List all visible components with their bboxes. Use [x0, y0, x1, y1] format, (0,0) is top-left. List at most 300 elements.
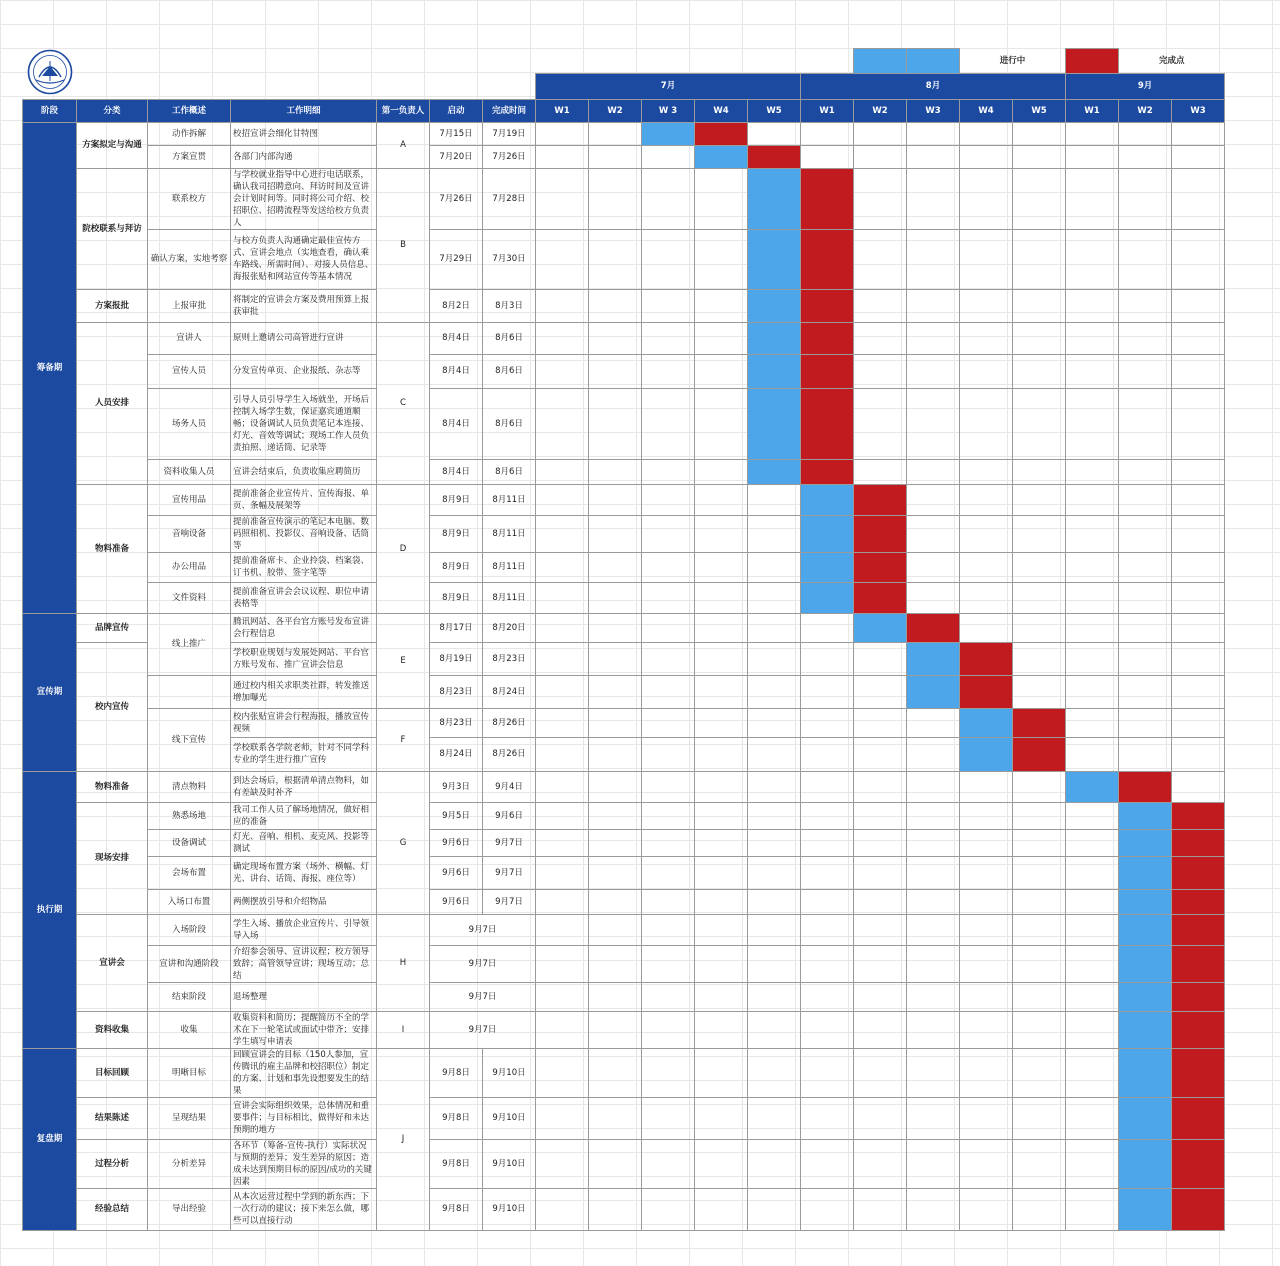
table-row [23, 289, 1226, 322]
gantt-cell [536, 708, 589, 737]
end-date-cell: 9月10日 [483, 1139, 536, 1188]
gantt-cell [854, 145, 907, 168]
table-row [23, 771, 1226, 802]
category-cell: 品牌宣传 [77, 613, 148, 642]
detail-cell: 灯光、音响、相机、麦克风、投影等测试 [231, 829, 377, 856]
gantt-cell [1013, 771, 1066, 802]
gantt-cell [695, 675, 748, 708]
gantt-cell [589, 856, 642, 889]
gantt-cell [536, 229, 589, 289]
gantt-table [22, 48, 1226, 1231]
gantt-bar-done [1172, 856, 1225, 889]
week-header: W2 [854, 99, 907, 122]
table-row [23, 122, 1226, 145]
gantt-cell [801, 1048, 854, 1097]
start-date-cell: 8月24日 [430, 737, 483, 771]
gantt-cell [589, 708, 642, 737]
gantt-bar-in-progress [1119, 856, 1172, 889]
gantt-cell [642, 889, 695, 914]
gantt-cell [1066, 708, 1119, 737]
gantt-cell [854, 771, 907, 802]
end-date-cell: 8月20日 [483, 613, 536, 642]
gantt-cell [695, 484, 748, 515]
gantt-cell [1172, 708, 1225, 737]
detail-cell: 提前准备宣讲会会议议程、职位申请表格等 [231, 582, 377, 613]
summary-cell: 场务人员 [148, 388, 231, 459]
gantt-bar-in-progress [1119, 1188, 1172, 1230]
gantt-bar-done [1172, 829, 1225, 856]
gantt-cell [1119, 675, 1172, 708]
table-row [23, 459, 1226, 484]
table-row [23, 1097, 1226, 1139]
gantt-bar-in-progress [1119, 802, 1172, 829]
category-cell: 方案报批 [77, 289, 148, 322]
week-header: W1 [536, 99, 589, 122]
gantt-cell [536, 289, 589, 322]
gantt-cell [695, 1097, 748, 1139]
gantt-cell [960, 322, 1013, 354]
start-date-cell: 9月5日 [430, 802, 483, 829]
gantt-cell [589, 1097, 642, 1139]
gantt-cell [801, 982, 854, 1011]
gantt-cell [695, 1011, 748, 1048]
gantt-bar-done [854, 552, 907, 582]
owner-cell: B [377, 168, 430, 322]
gantt-cell [1066, 145, 1119, 168]
gantt-bar-in-progress [1119, 829, 1172, 856]
gantt-cell [1013, 552, 1066, 582]
gantt-cell [695, 914, 748, 945]
gantt-bar-in-progress [801, 552, 854, 582]
gantt-cell [536, 322, 589, 354]
gantt-cell [642, 289, 695, 322]
gantt-cell [907, 802, 960, 829]
end-date-cell: 8月23日 [483, 642, 536, 675]
gantt-bar-done [1172, 1188, 1225, 1230]
gantt-cell [854, 354, 907, 388]
start-date-cell: 9月3日 [430, 771, 483, 802]
gantt-cell [1013, 945, 1066, 982]
gantt-cell [1066, 914, 1119, 945]
gantt-cell [1119, 582, 1172, 613]
gantt-cell [801, 145, 854, 168]
gantt-cell [907, 856, 960, 889]
gantt-cell [642, 737, 695, 771]
detail-cell: 确定现场布置方案（场外、横幅、灯光、讲台、话筒、海报、座位等） [231, 856, 377, 889]
gantt-cell [642, 856, 695, 889]
gantt-cell [695, 708, 748, 737]
gantt-cell [1119, 322, 1172, 354]
gantt-cell [642, 829, 695, 856]
gantt-cell [1013, 484, 1066, 515]
table-row [23, 802, 1226, 829]
gantt-cell [1013, 802, 1066, 829]
gantt-cell [1013, 122, 1066, 145]
gantt-cell [1119, 515, 1172, 552]
gantt-cell [748, 856, 801, 889]
table-row [23, 582, 1226, 613]
table-row [23, 1011, 1226, 1048]
gantt-cell [854, 289, 907, 322]
category-cell: 过程分析 [77, 1139, 148, 1188]
gantt-cell [907, 122, 960, 145]
gantt-bar-done [801, 354, 854, 388]
gantt-bar-in-progress [1119, 1097, 1172, 1139]
gantt-cell [1172, 122, 1225, 145]
gantt-cell [1066, 515, 1119, 552]
gantt-cell [960, 229, 1013, 289]
gantt-cell [1066, 484, 1119, 515]
week-header: W5 [748, 99, 801, 122]
summary-cell: 结束阶段 [148, 982, 231, 1011]
detail-cell: 提前准备企业宣传片、宣传海报、单页、条幅及展架等 [231, 484, 377, 515]
gantt-cell [907, 145, 960, 168]
gantt-cell [1066, 459, 1119, 484]
date-cell: 9月7日 [430, 1011, 536, 1048]
university-seal-icon [27, 49, 73, 95]
gantt-cell [907, 322, 960, 354]
detail-cell: 校招宣讲会细化甘特图 [231, 122, 377, 145]
category-cell: 物料准备 [77, 771, 148, 802]
gantt-cell [907, 229, 960, 289]
gantt-cell [748, 829, 801, 856]
gantt-cell [801, 613, 854, 642]
phase-cell: 执行期 [23, 771, 77, 1048]
gantt-cell [1013, 168, 1066, 229]
summary-cell: 清点物料 [148, 771, 231, 802]
table-row [23, 484, 1226, 515]
gantt-cell [589, 945, 642, 982]
month-header: 9月 [1066, 74, 1225, 99]
gantt-cell [1066, 613, 1119, 642]
end-date-cell: 8月11日 [483, 552, 536, 582]
gantt-cell [589, 168, 642, 229]
gantt-cell [536, 168, 589, 229]
gantt-cell [854, 122, 907, 145]
start-date-cell: 7月15日 [430, 122, 483, 145]
gantt-cell [960, 122, 1013, 145]
gantt-cell [907, 582, 960, 613]
gantt-cell [642, 945, 695, 982]
table-row [23, 1188, 1226, 1230]
gantt-cell [695, 459, 748, 484]
table-row [23, 145, 1226, 168]
date-cell: 9月7日 [430, 914, 536, 945]
category-cell: 人员安排 [77, 322, 148, 484]
gantt-cell [1066, 388, 1119, 459]
gantt-cell [589, 889, 642, 914]
category-cell: 经验总结 [77, 1188, 148, 1230]
detail-cell: 校内张贴宣讲会行程海报，播放宣传视频 [231, 708, 377, 737]
end-date-cell: 9月6日 [483, 802, 536, 829]
gantt-cell [589, 552, 642, 582]
gantt-cell [536, 552, 589, 582]
gantt-cell [589, 642, 642, 675]
gantt-cell [642, 982, 695, 1011]
gantt-cell [1066, 552, 1119, 582]
summary-cell: 宣传人员 [148, 354, 231, 388]
start-date-cell: 9月6日 [430, 889, 483, 914]
gantt-cell [695, 322, 748, 354]
gantt-cell [589, 484, 642, 515]
gantt-cell [695, 289, 748, 322]
gantt-cell [1172, 388, 1225, 459]
gantt-cell [1013, 1139, 1066, 1188]
start-date-cell: 9月6日 [430, 856, 483, 889]
gantt-cell [1066, 642, 1119, 675]
gantt-cell [1066, 582, 1119, 613]
gantt-cell [960, 582, 1013, 613]
summary-cell: 呈现结果 [148, 1097, 231, 1139]
gantt-cell [642, 322, 695, 354]
gantt-cell [907, 552, 960, 582]
detail-cell: 两侧摆放引导和介绍物品 [231, 889, 377, 914]
gantt-cell [1119, 289, 1172, 322]
gantt-bar-done [801, 229, 854, 289]
table-row [23, 856, 1226, 889]
gantt-bar-done [695, 122, 748, 145]
gantt-cell [536, 1011, 589, 1048]
gantt-cell [1013, 829, 1066, 856]
gantt-bar-in-progress [801, 484, 854, 515]
gantt-bar-in-progress [960, 737, 1013, 771]
gantt-bar-in-progress [960, 708, 1013, 737]
gantt-cell [536, 914, 589, 945]
gantt-cell [748, 1097, 801, 1139]
gantt-cell [960, 168, 1013, 229]
table-row [23, 388, 1226, 459]
gantt-cell [854, 889, 907, 914]
gantt-cell [1172, 515, 1225, 552]
legend-swatch-red [1066, 49, 1119, 74]
gantt-bar-done [1013, 737, 1066, 771]
gantt-bar-in-progress [854, 613, 907, 642]
gantt-cell [854, 229, 907, 289]
table-row [23, 982, 1226, 1011]
gantt-bar-done [1172, 1097, 1225, 1139]
gantt-cell [642, 388, 695, 459]
gantt-cell [536, 1188, 589, 1230]
legend-done-label: 完成点 [1159, 55, 1185, 66]
gantt-cell [1172, 484, 1225, 515]
gantt-cell [854, 708, 907, 737]
gantt-bar-done [1119, 771, 1172, 802]
gantt-cell [642, 1097, 695, 1139]
gantt-bar-in-progress [1119, 914, 1172, 945]
week-header: W4 [695, 99, 748, 122]
gantt-cell [960, 552, 1013, 582]
column-header-detail: 工作明细 [231, 99, 377, 122]
summary-cell: 入场阶段 [148, 914, 231, 945]
gantt-cell [536, 1097, 589, 1139]
gantt-cell [1013, 322, 1066, 354]
detail-cell: 我司工作人员了解场地情况，做好相应的准备 [231, 802, 377, 829]
gantt-cell [854, 945, 907, 982]
gantt-cell [1066, 1139, 1119, 1188]
gantt-cell [589, 388, 642, 459]
table-row [23, 675, 1226, 708]
gantt-cell [589, 582, 642, 613]
logo-cell [23, 49, 77, 100]
gantt-cell [1013, 1188, 1066, 1230]
start-date-cell: 7月20日 [430, 145, 483, 168]
table-row [23, 515, 1226, 552]
end-date-cell: 8月26日 [483, 708, 536, 737]
gantt-cell [854, 914, 907, 945]
gantt-cell [854, 388, 907, 459]
gantt-cell [589, 737, 642, 771]
column-header-start: 启动 [430, 99, 483, 122]
gantt-cell [748, 552, 801, 582]
gantt-cell [1119, 552, 1172, 582]
detail-cell: 介绍参会领导、宣讲议程；校方领导致辞；高管领导宣讲；现场互动；总结 [231, 945, 377, 982]
gantt-cell [695, 829, 748, 856]
gantt-cell [854, 322, 907, 354]
gantt-cell [960, 1048, 1013, 1097]
gantt-cell [1066, 122, 1119, 145]
start-date-cell: 8月23日 [430, 675, 483, 708]
gantt-cell [536, 459, 589, 484]
gantt-cell [801, 737, 854, 771]
end-date-cell: 9月4日 [483, 771, 536, 802]
gantt-cell [642, 914, 695, 945]
gantt-cell [642, 1011, 695, 1048]
gantt-cell [907, 168, 960, 229]
owner-cell: J [377, 1048, 430, 1230]
gantt-cell [1066, 1188, 1119, 1230]
end-date-cell: 8月3日 [483, 289, 536, 322]
gantt-bar-in-progress [907, 675, 960, 708]
gantt-cell [854, 1048, 907, 1097]
gantt-cell [695, 982, 748, 1011]
gantt-bar-done [907, 613, 960, 642]
gantt-bar-in-progress [801, 582, 854, 613]
gantt-cell [536, 145, 589, 168]
gantt-cell [1172, 675, 1225, 708]
table-row [23, 708, 1226, 737]
gantt-cell [854, 856, 907, 889]
gantt-cell [801, 802, 854, 829]
category-cell: 方案拟定与沟通 [77, 122, 148, 168]
end-date-cell: 9月7日 [483, 889, 536, 914]
end-date-cell: 8月11日 [483, 484, 536, 515]
gantt-cell [642, 1188, 695, 1230]
table-row [23, 1048, 1226, 1097]
gantt-cell [1172, 322, 1225, 354]
gantt-cell [801, 1188, 854, 1230]
gantt-bar-done [748, 145, 801, 168]
gantt-cell [907, 1048, 960, 1097]
gantt-bar-done [960, 675, 1013, 708]
gantt-cell [960, 802, 1013, 829]
gantt-cell [695, 582, 748, 613]
gantt-cell [1013, 459, 1066, 484]
gantt-cell [536, 945, 589, 982]
gantt-cell [748, 675, 801, 708]
gantt-bar-in-progress [748, 459, 801, 484]
table-row [23, 354, 1226, 388]
gantt-cell [801, 914, 854, 945]
gantt-cell [1172, 145, 1225, 168]
gantt-cell [589, 675, 642, 708]
gantt-cell [907, 289, 960, 322]
gantt-cell [1119, 122, 1172, 145]
start-date-cell: 8月9日 [430, 515, 483, 552]
gantt-cell [960, 1188, 1013, 1230]
start-date-cell: 8月9日 [430, 582, 483, 613]
gantt-cell [854, 168, 907, 229]
summary-cell: 导出经验 [148, 1188, 231, 1230]
gantt-cell [695, 229, 748, 289]
gantt-cell [589, 1011, 642, 1048]
gantt-cell [748, 771, 801, 802]
gantt-cell [907, 708, 960, 737]
end-date-cell: 9月10日 [483, 1188, 536, 1230]
gantt-cell [748, 1139, 801, 1188]
gantt-cell [854, 459, 907, 484]
gantt-cell [907, 515, 960, 552]
end-date-cell: 7月19日 [483, 122, 536, 145]
gantt-cell [907, 829, 960, 856]
category-cell: 校内宣传 [77, 642, 148, 771]
gantt-cell [854, 737, 907, 771]
gantt-cell [748, 1188, 801, 1230]
week-header: W1 [801, 99, 854, 122]
gantt-cell [642, 515, 695, 552]
gantt-cell [695, 613, 748, 642]
gantt-cell [642, 459, 695, 484]
gantt-cell [1066, 289, 1119, 322]
start-date-cell: 9月8日 [430, 1097, 483, 1139]
detail-cell: 从本次运营过程中学到的新东西；下一次行动的建议；接下来怎么做，哪些可以直接行动 [231, 1188, 377, 1230]
gantt-cell [748, 982, 801, 1011]
detail-cell: 与学校就业指导中心进行电话联系，确认我司招聘意向、拜访时间及宣讲会计划时间等。同时将公司介绍、校招职位、招聘流程等发送给校方负责人 [231, 168, 377, 229]
gantt-cell [642, 613, 695, 642]
gantt-cell [748, 1048, 801, 1097]
summary-cell: 宣讲人 [148, 322, 231, 354]
detail-cell: 将制定的宣讲会方案及费用预算上报获审批 [231, 289, 377, 322]
gantt-cell [1013, 515, 1066, 552]
gantt-cell [907, 771, 960, 802]
gantt-bar-done [1172, 982, 1225, 1011]
detail-cell: 学校职业规划与发展处网站、平台官方账号发布、推广宣讲会信息 [231, 642, 377, 675]
gantt-bar-in-progress [748, 388, 801, 459]
gantt-bar-done [1172, 889, 1225, 914]
gantt-cell [748, 122, 801, 145]
week-header: W1 [1066, 99, 1119, 122]
gantt-cell [536, 122, 589, 145]
summary-cell: 联系校方 [148, 168, 231, 229]
table-row [23, 914, 1226, 945]
detail-cell: 回顾宣讲会的目标（150人参加，宣传腾讯的雇主品牌和校招职位）制定的方案、计划和事先设想要发生的结果 [231, 1048, 377, 1097]
gantt-cell [801, 1139, 854, 1188]
gantt-cell [748, 613, 801, 642]
gantt-cell [642, 675, 695, 708]
gantt-bar-done [801, 168, 854, 229]
gantt-bar-done [801, 322, 854, 354]
end-date-cell: 8月11日 [483, 582, 536, 613]
gantt-cell [854, 829, 907, 856]
gantt-cell [1172, 582, 1225, 613]
gantt-cell [907, 1011, 960, 1048]
gantt-bar-done [1172, 1011, 1225, 1048]
gantt-cell [907, 354, 960, 388]
gantt-cell [695, 945, 748, 982]
gantt-cell [748, 737, 801, 771]
gantt-cell [536, 856, 589, 889]
summary-cell: 音响设备 [148, 515, 231, 552]
gantt-cell [748, 708, 801, 737]
